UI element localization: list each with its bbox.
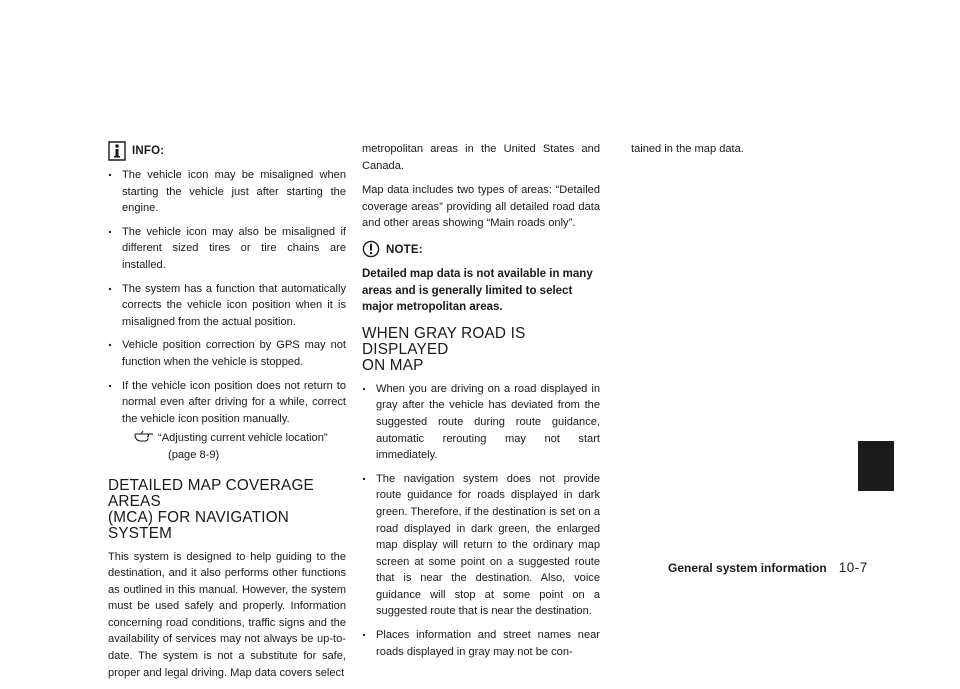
heading-line-2: ON MAP <box>362 356 424 374</box>
heading-line-2: (MCA) FOR NAVIGATION SYSTEM <box>108 508 290 542</box>
list-item: . The system has a function that automatically corrects the vehicle icon position when it is misaligned from the actual position. <box>108 281 346 331</box>
pointing-hand-icon <box>134 430 154 442</box>
reference-page: (page 8-9) <box>168 448 220 461</box>
gray-road-bullet-list <box>362 381 600 661</box>
page-number: 10-7 <box>838 560 868 575</box>
heading-line-1: WHEN GRAY ROAD IS DISPLAYED <box>362 324 526 358</box>
section-heading-mca <box>108 478 346 542</box>
info-bullet-list <box>108 167 346 427</box>
continued-text: metropolitan areas in the United States and Canada. <box>362 143 600 172</box>
note-text: Detailed map data is not available in many areas and is generally limited to select major metropolitan areas. <box>362 267 593 314</box>
list-item: . The vehicle icon may be misaligned when starting the vehicle just after starting the engine. <box>108 167 346 217</box>
page-footer <box>668 560 868 575</box>
column-2 <box>362 141 600 667</box>
info-callout <box>108 141 346 161</box>
page-reference[interactable] <box>108 430 346 463</box>
list-item: . If the vehicle icon position does not return to normal even after driving for a while, correct the vehicle icon position manually. <box>108 378 346 428</box>
chapter-tab-marker <box>858 441 894 491</box>
continued-text: tained in the map data. <box>631 143 744 155</box>
warning-icon <box>362 240 380 260</box>
section-heading-gray-road <box>362 326 600 374</box>
list-item: . The vehicle icon may also be misaligned if different sized tires or tire chains are installed. <box>108 224 346 274</box>
map-data-text: Map data includes two types of areas: “Detailed coverage areas” providing all detailed road data and other areas showing “Main roads only”. <box>362 184 600 230</box>
info-title: INFO: <box>132 144 165 157</box>
list-item: . Vehicle position correction by GPS may not function when the vehicle is stopped. <box>108 337 346 370</box>
list-item: . Places information and street names near roads displayed in gray may not be con- <box>362 627 600 660</box>
footer-section-title: General system information <box>668 561 827 575</box>
reference-title: “Adjusting current vehicle location” <box>158 432 328 445</box>
list-item: . The navigation system does not provide route guidance for roads displayed in dark green. Therefore, if the destination is set on a road displayed in dark green, the enlarged map display will return to the ordinary map screen at some point on a suggested route that is near the destination. Also, voice guidance will stop at some point on a suggested route that is near the destination. <box>362 471 600 620</box>
column-1 <box>108 141 346 689</box>
note-callout <box>362 240 600 260</box>
column-3 <box>617 141 855 158</box>
list-item: . When you are driving on a road displayed in gray after the vehicle has deviated from the suggested route during route guidance, automatic rerouting may not start immediately. <box>362 381 600 464</box>
heading-line-1: DETAILED MAP COVERAGE AREAS <box>108 476 314 510</box>
note-title: NOTE: <box>386 243 423 256</box>
mca-body-text: This system is designed to help guiding to the destination, and it also performs other functions as outlined in this manual. However, the system must be used safely and properly. Information concerning road conditions, traffic signs and the availability of services may not always be up-to-date. The system is not a substitute for safe, proper and legal driving. Map data covers select <box>108 550 346 679</box>
info-icon <box>108 141 126 161</box>
